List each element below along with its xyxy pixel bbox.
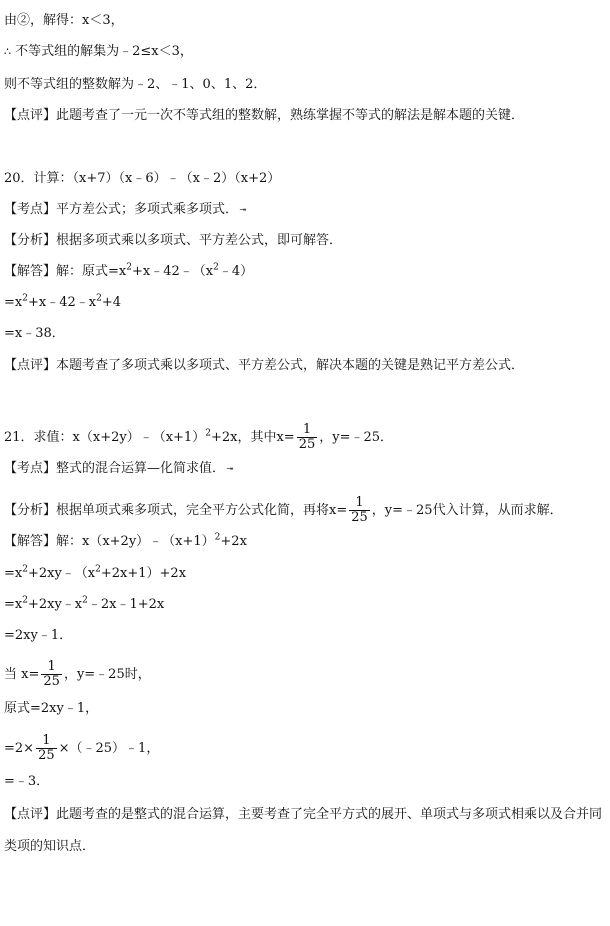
therefore-symbol: ∴ xyxy=(4,45,11,58)
q21-step-4: 当 x= $\frac{1}{25}$ ，y=﹣25时， xyxy=(4,659,151,689)
fraction: $\frac{1}{25}$ xyxy=(43,659,60,689)
q21-title: 21．求值：$x(x+2y)﹣(x+1)^2+2x$，其中x= $\frac{1}{25}$ ，y=﹣25． xyxy=(4,422,394,452)
q20-step-2: =x﹣38． xyxy=(4,326,65,341)
q20-step-1: $=x^2+x﹣42﹣x^2+4$ xyxy=(4,293,121,310)
q21-step-3: =2xy﹣1． xyxy=(4,628,73,643)
fraction: $\frac{1}{25}$ xyxy=(38,733,55,763)
q20-kaodian: 【考点】平方差公式；多项式乘多项式． ╼ xyxy=(4,202,247,217)
q20-title: 20．计算：（x+7）（x﹣6）﹣（x﹣2）（x+2） xyxy=(4,171,281,186)
q20-dianping: 【点评】本题考查了多项式乘以多项式、平方差公式，解决本题的关键是熟记平方差公式． xyxy=(4,358,525,373)
solution-line-1: 由②，解得：x＜3， xyxy=(4,13,124,28)
q20-fenxi: 【分析】根据多项式乘以多项式、平方差公式，即可解答． xyxy=(4,233,343,248)
solution-line-2: ∴ 不等式组的解集为﹣2≤x＜3， xyxy=(4,44,193,59)
q21-step-6: =2× $\frac{1}{25}$ ×（﹣25）﹣1， xyxy=(4,733,160,763)
q21-step-2: $=x^2+2xy﹣x^2﹣2x﹣1+2x$ xyxy=(4,595,165,612)
mark-icon: ╼ xyxy=(240,205,247,216)
mark-icon: ╼ xyxy=(227,464,234,475)
q21-jieda: 【解答】解：$x(x+2y)﹣(x+1)^2+2x$ xyxy=(4,532,247,549)
q21-fenxi: 【分析】根据单项式乘多项式，完全平方公式化简，再将x= $\frac{1}{25}$ ，y=﹣25代入计算，从而求解． xyxy=(4,495,563,525)
fraction: $\frac{1}{25}$ xyxy=(298,422,316,452)
comment-line-prev: 【点评】此题考查了一元一次不等式组的整数解，熟练掌握不等式的解法是解本题的关键． xyxy=(4,108,525,123)
q21-step-5: 原式=2xy﹣1， xyxy=(4,701,99,716)
fraction: $\frac{1}{25}$ xyxy=(351,495,368,525)
q21-kaodian: 【考点】整式的混合运算—化简求值． ╼ xyxy=(4,461,234,476)
solution-line-3: 则不等式组的整数解为﹣2、﹣1、0、1、2． xyxy=(4,77,267,92)
q20-jieda: 【解答】解：原式$=x^2+x﹣42﹣(x^2﹣4)$ xyxy=(4,262,254,279)
q21-dianping: 【点评】此题考查的是整式的混合运算，主要考查了完全平方式的展开、单项式与多项式相乘以及合并同类项的知识点． xyxy=(4,807,603,854)
q21-step-7: =﹣3． xyxy=(4,774,50,789)
q21-step-1: $=x^2+2xy﹣(x^2+2x+1)+2x$ xyxy=(4,564,187,581)
